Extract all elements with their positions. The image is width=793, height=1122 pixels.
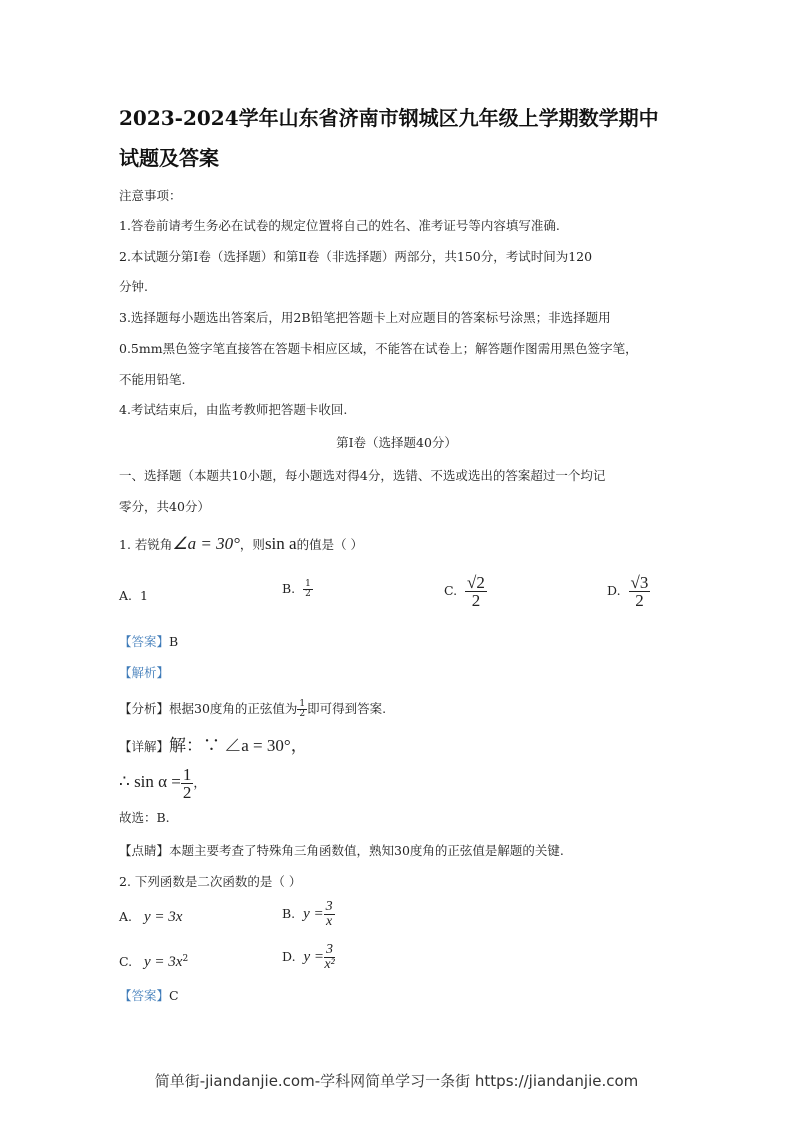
section-intro: 一、选择题（本题共10小题，每小题选对得4分，选错、不选或选出的答案超过一个均记 bbox=[119, 468, 606, 483]
q1-math-sin: sin a bbox=[264, 534, 297, 553]
question-1-stem bbox=[119, 535, 363, 554]
option-label: B. bbox=[282, 581, 296, 596]
notice-line: 3.选择题每小题选出答案后，用2B铅笔把答题卡上对应题目的答案标号涂黑；非选择题用 bbox=[119, 310, 611, 325]
punctuation: ， bbox=[193, 775, 206, 790]
q1-option-a bbox=[119, 587, 148, 605]
q1-option-b bbox=[282, 580, 313, 599]
xiangjie-text: 解：∵ ∠a = 30°， bbox=[169, 736, 308, 755]
q1-option-d bbox=[607, 574, 650, 609]
option-label: C. bbox=[444, 583, 458, 598]
option-label: C. bbox=[119, 954, 133, 970]
fenxi-tag: 【分析】 bbox=[119, 701, 170, 716]
fraction-denominator: x bbox=[326, 914, 333, 929]
q1-dianjing bbox=[119, 842, 564, 860]
q1-math-angle: ∠a = 30° bbox=[172, 534, 240, 553]
fraction-denominator: 2 bbox=[305, 589, 311, 599]
fraction-denominator: 2 bbox=[635, 591, 644, 610]
q1-analysis-tag: 【解析】 bbox=[119, 665, 170, 680]
notice-line: 1.答卷前请考生务必在试卷的规定位置将自己的姓名、准考证号等内容填写准确. bbox=[119, 218, 560, 233]
fraction-numerator: √2 bbox=[467, 573, 485, 592]
option-label: A. bbox=[119, 588, 133, 603]
option-label: A. bbox=[119, 909, 133, 924]
q1-therefore bbox=[119, 766, 206, 801]
fraction-numerator: 1 bbox=[182, 765, 192, 784]
q1-option-c bbox=[444, 574, 487, 609]
option-expr: y = 3x bbox=[144, 954, 183, 971]
therefore-text: ∴ sin α = bbox=[119, 772, 181, 791]
fraction-numerator: 3 bbox=[326, 942, 334, 957]
q1-answer bbox=[119, 633, 178, 651]
notice-line: 0.5mm黑色签字笔直接答在答题卡相应区域，不能答在试卷上；解答题作图需用黑色签字笔， bbox=[119, 341, 638, 356]
notice-line: 不能用铅笔. bbox=[119, 372, 186, 387]
notice-line: 分钟. bbox=[119, 279, 148, 294]
answer-tag: 【答案】 bbox=[119, 988, 170, 1003]
option-label: B. bbox=[282, 906, 296, 921]
answer-value: B bbox=[169, 634, 179, 649]
fraction-denominator: x² bbox=[324, 957, 335, 972]
fraction-denominator: 2 bbox=[182, 783, 192, 802]
title-line-1: 2023-2024学年山东省济南市钢城区九年级上学期数学期中 bbox=[119, 106, 659, 130]
fraction-numerator: 1 bbox=[305, 579, 311, 589]
section-intro: 零分，共40分） bbox=[119, 499, 210, 514]
fenxi-text: 即可得到答案. bbox=[307, 701, 387, 716]
q2-answer bbox=[119, 987, 179, 1005]
fraction-numerator: 1 bbox=[299, 699, 306, 709]
option-expr: y = bbox=[303, 949, 325, 965]
notice-line: 2.本试题分第Ⅰ卷（选择题）和第Ⅱ卷（非选择题）两部分，共150分，考试时间为120 bbox=[119, 249, 593, 264]
q1-mid: ，则 bbox=[239, 537, 265, 552]
option-label: D. bbox=[282, 949, 296, 964]
notice-line: 4.考试结束后，由监考教师把答题卡收回. bbox=[119, 402, 348, 417]
option-label: D. bbox=[607, 583, 621, 598]
fraction-denominator: 2 bbox=[471, 591, 481, 610]
option-value: 1 bbox=[139, 588, 148, 603]
exponent: 2 bbox=[182, 954, 189, 964]
q1-fenxi bbox=[119, 700, 386, 719]
footer-watermark: 简单街-jiandanjie.com-学科网简单学习一条街 https://jiandanjie.com bbox=[154, 1072, 639, 1090]
fraction-denominator: 2 bbox=[299, 709, 306, 719]
q1-suffix: 的值是（ ） bbox=[296, 537, 364, 552]
title-line-2: 试题及答案 bbox=[119, 146, 219, 170]
xiangjie-tag: 【详解】 bbox=[119, 739, 170, 754]
notice-heading: 注意事项： bbox=[119, 188, 182, 203]
section-heading: 第Ⅰ卷（选择题40分） bbox=[336, 435, 457, 450]
fenxi-text: 根据30度角的正弦值为 bbox=[169, 701, 298, 716]
answer-value: C bbox=[169, 988, 179, 1003]
question-2-stem: 2. 下列函数是二次函数的是（ ） bbox=[119, 874, 302, 889]
q2-option-a bbox=[119, 908, 182, 926]
option-expr: y = bbox=[303, 906, 324, 922]
dianjing-tag: 【点睛】 bbox=[119, 843, 170, 858]
q1-choose: 故选：B. bbox=[119, 810, 170, 825]
option-expr: y = 3x bbox=[143, 909, 183, 925]
q2-option-c bbox=[119, 950, 188, 971]
q1-xiangjie bbox=[119, 737, 308, 756]
answer-tag: 【答案】 bbox=[119, 634, 170, 649]
q1-prefix: 1. 若锐角 bbox=[119, 537, 173, 552]
q2-option-b bbox=[282, 900, 335, 929]
q2-option-d bbox=[282, 943, 335, 972]
fraction-numerator: 3 bbox=[325, 899, 333, 914]
dianjing-text: 本题主要考查了特殊角三角函数值，熟知30度角的正弦值是解题的关键. bbox=[169, 843, 564, 858]
fraction-numerator: √3 bbox=[630, 573, 649, 592]
